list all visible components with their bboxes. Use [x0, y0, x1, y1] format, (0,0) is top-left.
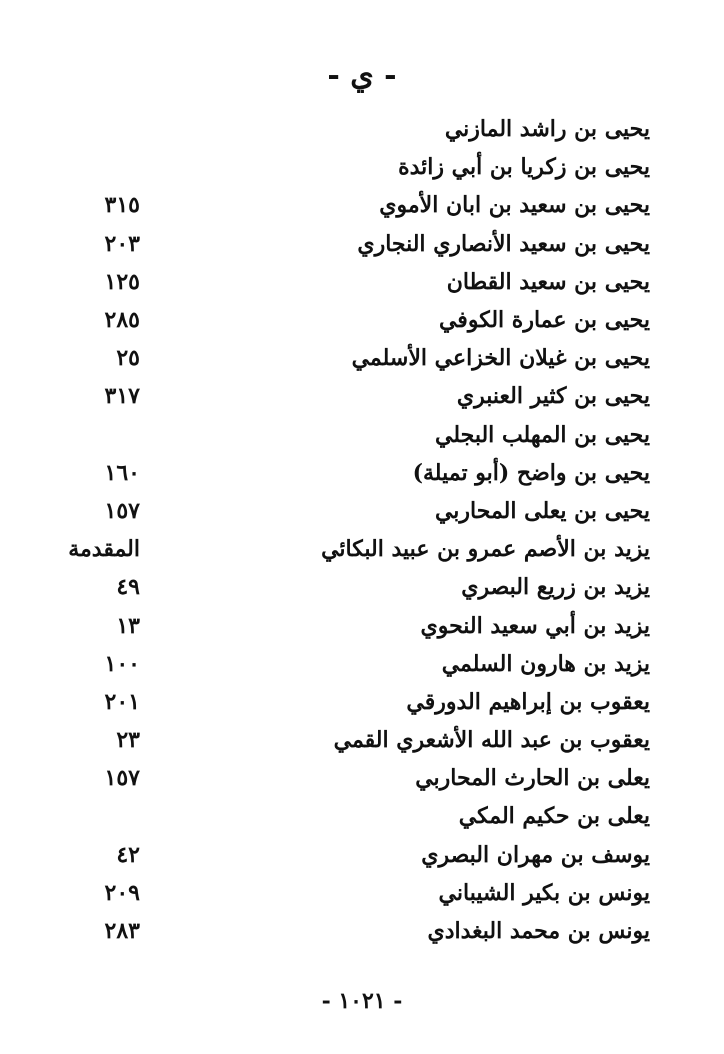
entry-name: يزيد بن زريع البصري	[461, 574, 650, 601]
entry-page-ref: ١٥٧	[104, 765, 140, 792]
entry-page-ref: ٢٨٥	[104, 307, 140, 334]
index-entry	[60, 454, 650, 492]
entry-name: يونس بن بكير الشيباني	[438, 879, 650, 906]
index-entry	[60, 225, 650, 263]
index-entry	[60, 759, 650, 797]
entry-name: يحيى بن المهلب البجلي	[435, 421, 650, 448]
index-entry	[60, 492, 650, 530]
entry-name: يعقوب بن عبد الله الأشعري القمي	[333, 727, 650, 754]
entry-name: يعقوب بن إبراهيم الدورقي	[406, 688, 650, 715]
entry-page-ref: ٢٠٩	[104, 879, 140, 906]
index-entry	[60, 339, 650, 377]
entry-page-ref: ٣١٧	[104, 383, 140, 410]
entry-name: يزيد بن الأصم عمرو بن عبيد البكائي	[321, 536, 650, 563]
index-entry	[60, 530, 650, 568]
entry-page-ref: ١٢٥	[104, 268, 140, 295]
entry-page-ref: ٢٨٣	[104, 918, 140, 945]
entry-name: يحيى بن سعيد القطان	[446, 268, 650, 295]
entry-name: يحيى بن يعلى المحاربي	[434, 497, 650, 524]
index-entry	[60, 301, 650, 339]
entry-page-ref: ٤٢	[116, 841, 140, 868]
entry-page-ref: ١٠٠	[104, 650, 140, 677]
index-entry	[60, 110, 650, 148]
entry-page-ref: ٢٠٣	[104, 230, 140, 257]
index-entry	[60, 721, 650, 759]
index-entry	[60, 377, 650, 415]
entry-page-ref: ١٦٠	[104, 459, 140, 486]
entry-name: يزيد بن أبي سعيد النحوي	[420, 612, 650, 639]
index-entry	[60, 416, 650, 454]
index-entry	[60, 912, 650, 950]
index-entry	[60, 186, 650, 224]
entry-name: يحيى بن كثير العنبري	[456, 383, 650, 410]
index-entry	[60, 683, 650, 721]
entry-name: يحيى بن واضح (أبو تميلة)	[412, 459, 650, 486]
entry-name: يوسف بن مهران البصري	[421, 841, 650, 868]
entry-name: يحيى بن زكريا بن أبي زائدة	[398, 154, 650, 181]
entry-name: يحيى بن راشد المازني	[444, 116, 650, 143]
entry-page-ref: ٤٩	[116, 574, 140, 601]
index-entry	[60, 606, 650, 644]
index-entries-list	[60, 110, 650, 950]
index-entry	[60, 836, 650, 874]
entry-name: يونس بن محمد البغدادي	[427, 918, 650, 945]
entry-page-ref: المقدمة	[68, 536, 140, 563]
index-entry	[60, 874, 650, 912]
entry-name: يحيى بن غيلان الخزاعي الأسلمي	[351, 345, 650, 372]
entry-page-ref: ١٣	[116, 612, 140, 639]
entry-name: يزيد بن هارون السلمي	[441, 650, 650, 677]
entry-page-ref: ٢٠١	[104, 688, 140, 715]
page-number: - ١٠٢١ -	[321, 988, 403, 1014]
entry-page-ref: ١٥٧	[104, 497, 140, 524]
index-entry	[60, 263, 650, 301]
entry-page-ref: ٣١٥	[104, 192, 140, 219]
entry-page-ref: ٢٥	[116, 345, 140, 372]
index-entry	[60, 797, 650, 835]
section-letter-heading: - ي -	[327, 58, 397, 93]
index-entry	[60, 645, 650, 683]
entry-name: يحيى بن سعيد بن ابان الأموي	[379, 192, 650, 219]
entry-page-ref: ٢٣	[116, 727, 140, 754]
entry-name: يعلى بن الحارث المحاربي	[415, 765, 650, 792]
index-entry	[60, 148, 650, 186]
entry-name: يحيى بن عمارة الكوفي	[438, 307, 650, 334]
index-entry	[60, 568, 650, 606]
entry-name: يحيى بن سعيد الأنصاري النجاري	[357, 230, 650, 257]
entry-name: يعلى بن حكيم المكي	[458, 803, 650, 830]
